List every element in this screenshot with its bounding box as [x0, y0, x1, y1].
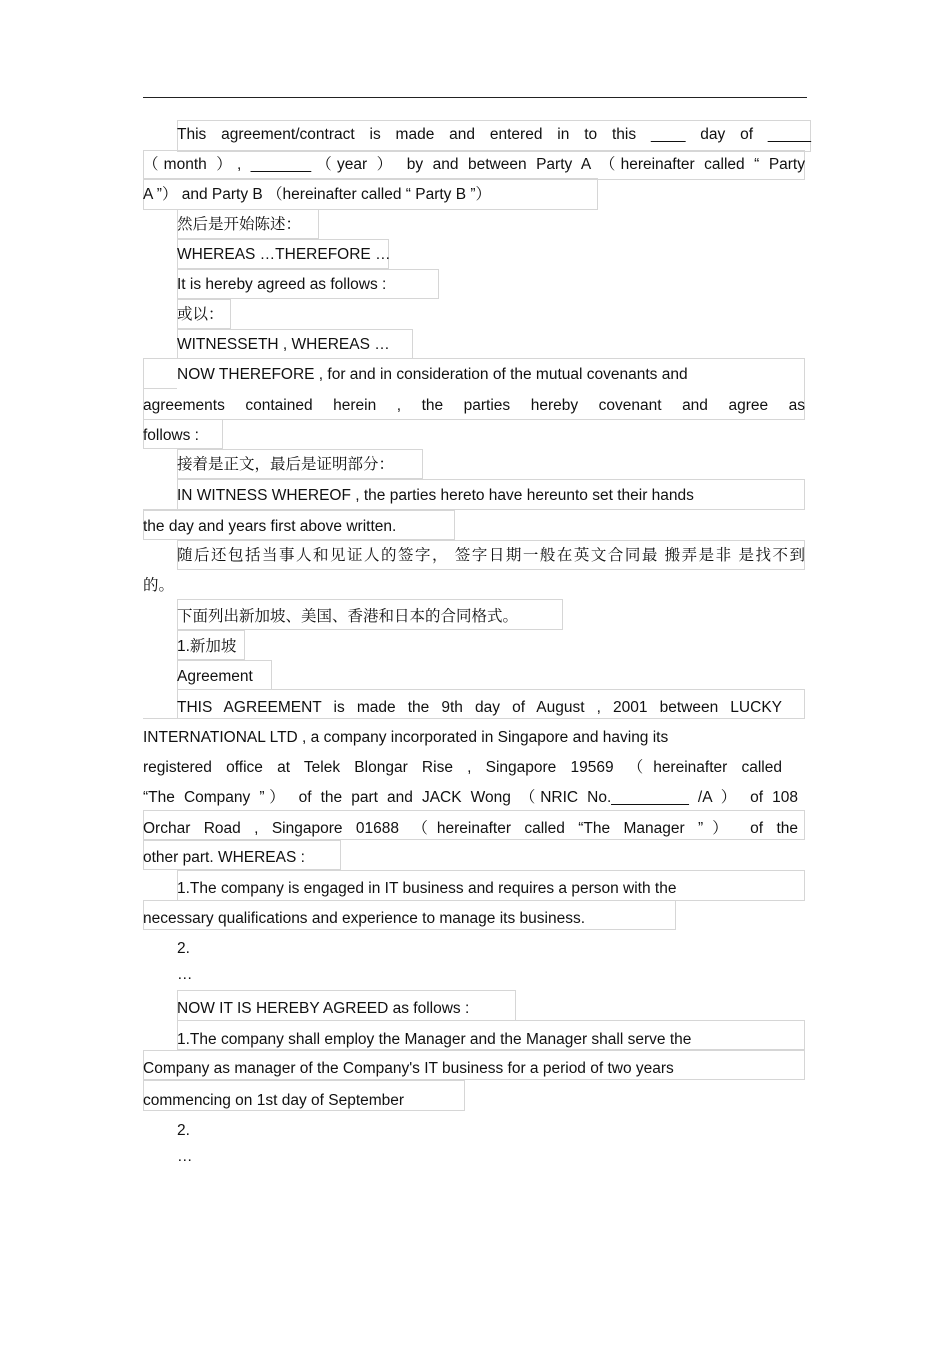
paragraph-line: 2.	[177, 940, 190, 957]
layout-tick	[143, 1050, 177, 1051]
paragraph-line: 或以：	[177, 306, 224, 323]
header-rule	[143, 97, 807, 98]
paragraph-line: WITNESSETH , WHEREAS …	[177, 336, 390, 353]
paragraph-line: 2.	[177, 1122, 190, 1139]
paragraph-line: the day and years first above written.	[143, 518, 397, 535]
paragraph-line: …	[177, 966, 193, 983]
paragraph-line: THIS AGREEMENT is made the 9th day of August , 2001 between LUCKY	[177, 699, 782, 716]
paragraph-line: registered office at Telek Blongar Rise , Singapore 19569 （hereinafter called	[143, 759, 782, 776]
paragraph-line: other part. WHEREAS :	[143, 849, 305, 866]
layout-tick	[143, 509, 177, 510]
paragraph-line: IN WITNESS WHEREOF , the parties hereto have hereunto set their hands	[177, 487, 694, 504]
paragraph-line: …	[177, 1148, 193, 1165]
section-heading: Agreement	[177, 668, 253, 685]
paragraph-line: follows :	[143, 427, 199, 444]
paragraph-line: necessary qualifications and experience to manage its business.	[143, 910, 586, 927]
paragraph-line: WHEREAS …THEREFORE …	[177, 246, 391, 263]
paragraph-line: 随后还包括当事人和见证人的签字， 签字日期一般在英文合同最 搬弄是非 是找不到	[177, 547, 805, 564]
paragraph-line: “The Company ”） of the part and JACK Wong （NRIC No._________ /A ） of 108	[143, 789, 798, 806]
section-heading: 1.新加坡	[177, 638, 237, 655]
paragraph-line: agreements contained herein , the parties hereby covenant and agree as	[143, 397, 805, 414]
paragraph-line: 下面列出新加坡、美国、香港和日本的合同格式。	[177, 608, 519, 625]
layout-tick	[143, 900, 177, 901]
paragraph-line: INTERNATIONAL LTD , a company incorporated in Singapore and having its	[143, 729, 669, 746]
paragraph-line: NOW THEREFORE , for and in consideration of the mutual covenants and	[177, 366, 688, 383]
layout-tick	[143, 150, 177, 151]
paragraph-line: （month ）, _______（year ） by and between Party A （hereinafter called “ Party	[143, 156, 805, 173]
paragraph-line: This agreement/contract is made and entered in to this ____ day of _____	[177, 126, 811, 143]
paragraph-line: 接着是正文，最后是证明部分：	[177, 456, 395, 473]
layout-tick	[143, 718, 177, 719]
paragraph-line: NOW IT IS HEREBY AGREED as follows :	[177, 1000, 470, 1017]
paragraph-line: 1.The company is engaged in IT business and requires a person with the	[177, 880, 677, 897]
paragraph-line: A ”） and Party B （hereinafter called “ Party B ”）	[143, 186, 492, 203]
paragraph-line: 的。	[143, 577, 175, 594]
paragraph-line: It is hereby agreed as follows :	[177, 276, 387, 293]
layout-tick	[143, 388, 177, 389]
paragraph-line: 1.The company shall employ the Manager and the Manager shall serve the	[177, 1031, 692, 1048]
paragraph-line: Orchar Road , Singapore 01688 （hereinafter called “The Manager ”） of the	[143, 820, 798, 837]
paragraph-line: Company as manager of the Company's IT business for a period of two years	[143, 1060, 674, 1077]
paragraph-line: commencing on 1st day of September	[143, 1092, 405, 1109]
paragraph-line: 然后是开始陈述：	[177, 216, 302, 233]
